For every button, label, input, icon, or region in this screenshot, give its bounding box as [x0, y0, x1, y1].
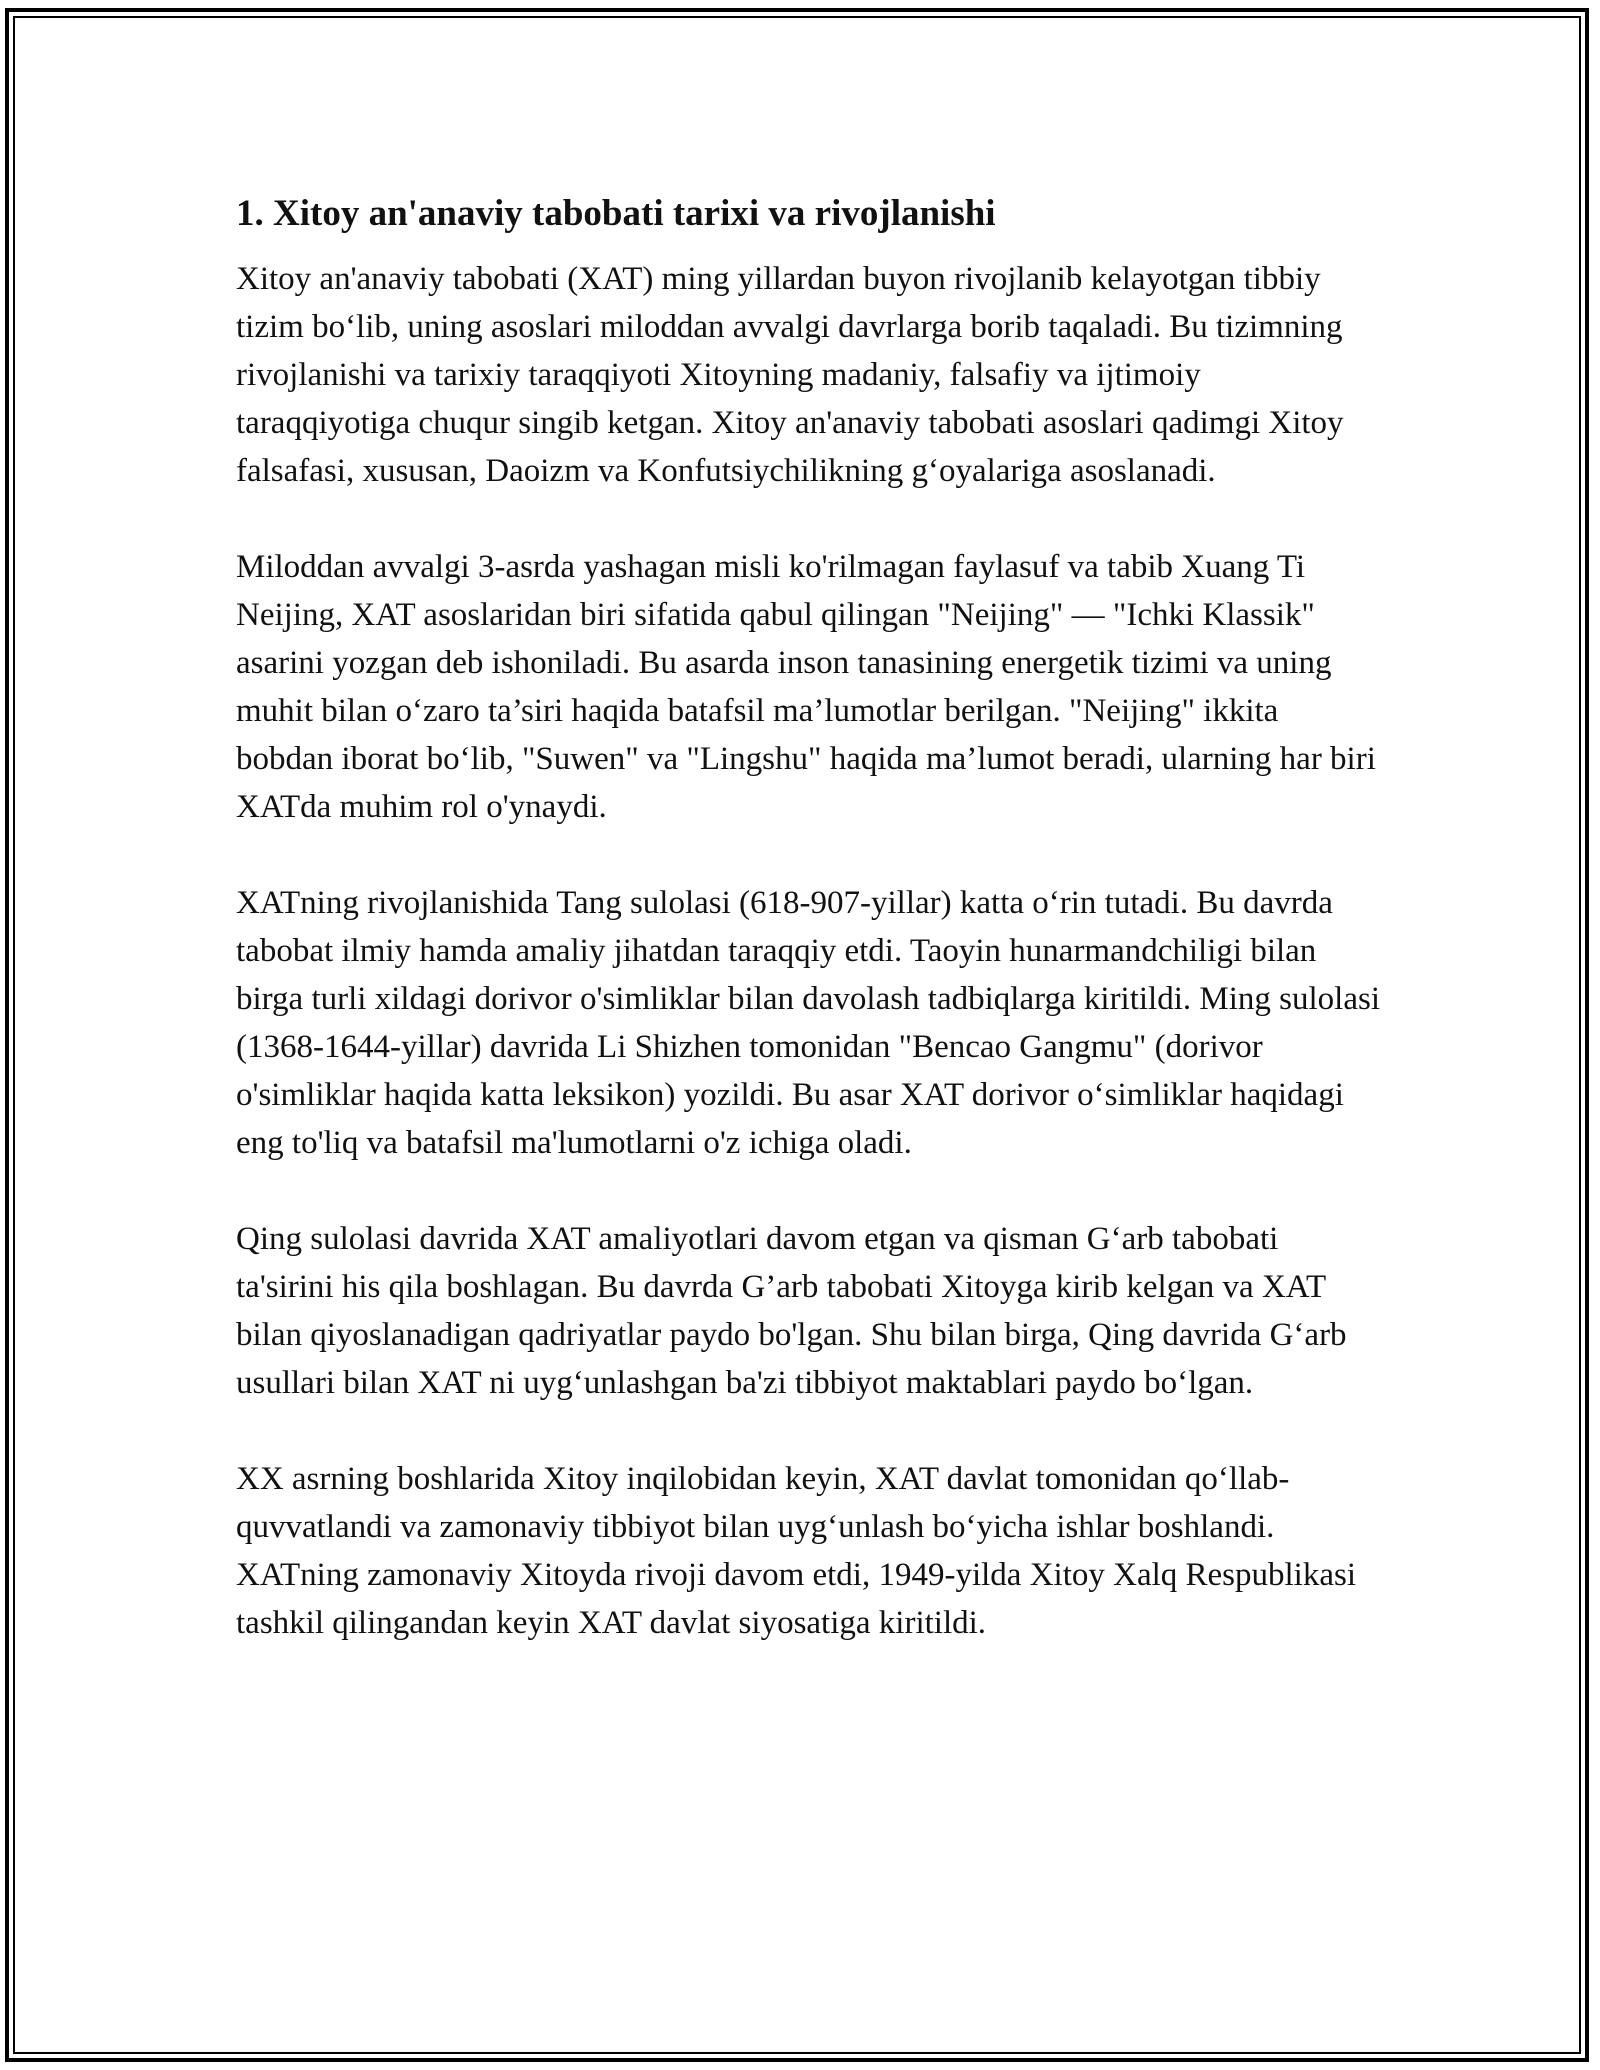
- document-body: [236, 188, 1382, 1647]
- paragraph-1: Xitoy an'anaviy tabobati (XAT) ming yillardan buyon rivojlanib kelayotgan tibbiy tizim bo‘lib, uning asoslari miloddan avvalgi davrlarga borib taqaladi. Bu tizimning rivojlanishi va tarixiy taraqqiyoti Xitoyning madaniy, falsafiy va ijtimoiy taraqqiyotiga chuqur singib ketgan. Xitoy an'anaviy tabobati asoslari qadimgi Xitoy falsafasi, xususan, Daoizm va Konfutsiychilikning g‘oyalariga asoslanadi.: [236, 261, 1344, 489]
- paragraph-3: XATning rivojlanishida Tang sulolasi (618-907-yillar) katta o‘rin tutadi. Bu davrda tabobat ilmiy hamda amaliy jihatdan taraqqiy etdi. Taoyin hunarmandchiligi bilan birga turli xildagi dorivor o'simliklar bilan davolash tadbiqlarga kiritildi. Ming sulolasi (1368-1644-yillar) davrida Li Shizhen tomonidan "Bencao Gangmu" (dorivor o'simliklar haqida katta leksikon) yozildi. Bu asar XAT dorivor o‘simliklar haqidagi eng to'liq va batafsil ma'lumotlarni o'z ichiga oladi.: [236, 885, 1380, 1161]
- paragraph-2: Miloddan avvalgi 3-asrda yashagan misli ko'rilmagan faylasuf va tabib Xuang Ti Neijing, XAT asoslaridan biri sifatida qabul qilingan "Neijing" — "Ichki Klassik" asarini yozgan deb ishoniladi. Bu asarda inson tanasining energetik tizimi va uning muhit bilan o‘zaro ta’siri haqida batafsil ma’lumotlar berilgan. "Neijing" ikkita bobdan iborat bo‘lib, "Suwen" va "Lingshu" haqida ma’lumot beradi, ularning har biri XATda muhim rol o'ynaydi.: [236, 549, 1376, 825]
- section-heading: 1. Xitoy an'anaviy tabobati tarixi va rivojlanishi: [236, 193, 996, 234]
- paragraph-4: Qing sulolasi davrida XAT amaliyotlari davom etgan va qisman G‘arb tabobati ta'sirini his qila boshlagan. Bu davrda G’arb tabobati Xitoyga kirib kelgan va XAT bilan qiyoslanadigan qadriyatlar paydo bo'lgan. Shu bilan birga, Qing davrida G‘arb usullari bilan XAT ni uyg‘unlashgan ba'zi tibbiyot maktablari paydo bo‘lgan.: [236, 1221, 1347, 1401]
- paragraph-5: XX asrning boshlarida Xitoy inqilobidan keyin, XAT davlat tomonidan qo‘llab-quvvatlandi va zamonaviy tibbiyot bilan uyg‘unlash bo‘yicha ishlar boshlandi. XATning zamonaviy Xitoyda rivoji davom etdi, 1949-yilda Xitoy Xalq Respublikasi tashkil qilingandan keyin XAT davlat siyosatiga kiritildi.: [236, 1461, 1357, 1641]
